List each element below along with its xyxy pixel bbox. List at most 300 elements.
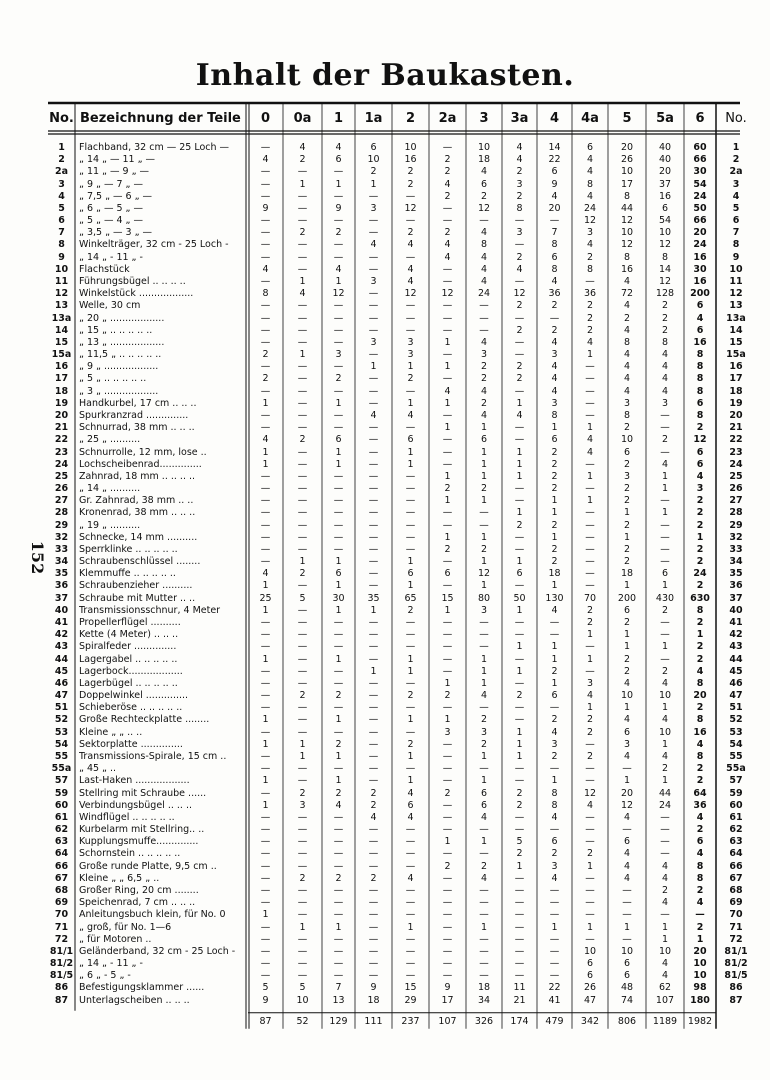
row-value: 24 xyxy=(658,799,672,811)
row-value: 1 xyxy=(444,714,451,726)
row-name: „ 5 „ .. .. .. .. .. xyxy=(79,373,147,385)
row-value: — xyxy=(368,349,379,361)
row-value: 13 xyxy=(332,994,345,1006)
row-value: 8 xyxy=(661,336,669,348)
row-value: 1 xyxy=(480,775,488,787)
row-value: — xyxy=(442,312,453,324)
row-value: 17 xyxy=(441,994,454,1006)
row-value: 4 xyxy=(551,872,558,884)
row-value: — xyxy=(585,556,595,568)
row-value: 1 xyxy=(262,446,269,458)
row-value: — xyxy=(368,507,379,519)
row-value: — xyxy=(442,933,453,945)
row-value: 1 xyxy=(299,556,306,568)
row-value: — xyxy=(333,945,344,957)
row-value: 4 xyxy=(480,263,488,275)
row-value: 2 xyxy=(444,166,451,178)
row-value: 1 xyxy=(480,556,488,568)
row-name: Lagergabel .. .. .. .. .. xyxy=(79,653,178,665)
row-value: — xyxy=(333,763,344,775)
row-value: — xyxy=(368,190,379,202)
row-value: 1 xyxy=(586,470,594,482)
row-number-right: 45 xyxy=(729,665,743,677)
row-number: 34 xyxy=(54,556,69,568)
row-value: 8 xyxy=(696,373,704,385)
row-value: — xyxy=(549,958,560,970)
row-value: 2 xyxy=(551,751,558,762)
row-value: — xyxy=(260,178,271,190)
row-value: 2 xyxy=(516,300,523,312)
row-value: 4 xyxy=(551,811,558,823)
row-number: 53 xyxy=(54,726,69,738)
row-value: — xyxy=(405,897,416,909)
row-value: 4 xyxy=(551,336,558,348)
row-value: — xyxy=(405,324,416,336)
row-name: Schnurrolle, 12 mm, lose .. xyxy=(79,446,207,458)
row-number: 60 xyxy=(54,799,69,811)
row-value: 6 xyxy=(480,799,488,811)
row-value: 98 xyxy=(693,982,707,994)
row-value: 2 xyxy=(299,154,306,166)
row-value: 630 xyxy=(690,592,710,604)
row-value: — xyxy=(297,385,308,397)
row-value: — xyxy=(368,373,379,385)
row-value: 2 xyxy=(444,154,451,166)
row-value: — xyxy=(479,763,489,775)
row-value: — xyxy=(585,275,595,287)
row-value: — xyxy=(368,617,379,629)
row-value: — xyxy=(297,470,308,482)
row-value: — xyxy=(260,190,271,202)
row-value: 2 xyxy=(444,690,451,702)
row-value: 1 xyxy=(444,361,451,373)
row-value: 2 xyxy=(623,543,631,555)
row-value: — xyxy=(442,811,453,823)
row-number-right: 19 xyxy=(729,397,743,409)
row-value: 1 xyxy=(586,495,594,507)
row-value: — xyxy=(442,958,453,970)
row-value: 2 xyxy=(696,580,704,592)
row-value: 4 xyxy=(407,409,414,421)
row-number: 23 xyxy=(54,446,69,458)
row-value: 1 xyxy=(661,921,669,933)
row-value: 8 xyxy=(696,349,704,361)
row-value: 1 xyxy=(623,921,631,933)
row-value: 3 xyxy=(586,677,594,689)
row-value: 1 xyxy=(480,495,488,507)
row-number-right: 26 xyxy=(729,483,743,495)
row-value: 2 xyxy=(661,434,669,446)
row-name: „ 14 „ - 11 „ - xyxy=(79,958,143,970)
row-value: 66 xyxy=(693,154,707,166)
row-value: — xyxy=(660,495,670,507)
row-value: 2 xyxy=(299,227,306,239)
row-value: — xyxy=(660,836,670,848)
row-name: „ groß, für No. 1—6 xyxy=(79,921,172,933)
row-value: 12 xyxy=(693,434,707,446)
row-value: 4 xyxy=(661,751,669,762)
row-value: 6 xyxy=(407,434,414,446)
row-value: — xyxy=(260,483,271,495)
row-value: 20 xyxy=(548,202,561,214)
row-value: 2 xyxy=(661,665,669,677)
row-value: 4 xyxy=(661,872,669,884)
row-value: — xyxy=(514,531,525,543)
row-value: 1 xyxy=(335,458,342,470)
row-value: — xyxy=(297,300,308,312)
row-value: — xyxy=(514,958,525,970)
row-number: 15 xyxy=(54,336,69,348)
row-number: 11 xyxy=(54,275,69,287)
row-value: 2 xyxy=(516,787,523,799)
row-value: 2 xyxy=(696,422,704,434)
row-number: 6 xyxy=(58,215,65,227)
row-number: 71 xyxy=(54,921,69,933)
row-number: 27 xyxy=(54,495,69,507)
row-number-right: 81/1 xyxy=(724,945,748,957)
row-value: — xyxy=(549,884,560,896)
row-value: 6 xyxy=(696,397,704,409)
row-number: 2 xyxy=(58,154,65,166)
row-number-right: 70 xyxy=(729,909,743,921)
row-number: 36 xyxy=(54,580,69,592)
row-value: 54 xyxy=(693,178,707,190)
row-number-right: 35 xyxy=(729,568,743,580)
row-value: 1 xyxy=(696,933,704,945)
row-value: — xyxy=(333,629,344,641)
row-value: 30 xyxy=(332,592,345,604)
row-name: Zahnrad, 18 mm .. .. .. .. xyxy=(79,470,196,482)
row-number-right: 22 xyxy=(729,434,743,446)
row-value: 4 xyxy=(661,677,669,689)
row-value: — xyxy=(442,824,453,836)
row-value: — xyxy=(442,324,453,336)
row-value: 1 xyxy=(299,178,306,190)
row-value: 2 xyxy=(696,495,704,507)
row-value: — xyxy=(260,239,271,251)
row-number: 52 xyxy=(54,714,69,726)
row-value: — xyxy=(549,824,560,836)
row-name: „ 6 „ - 5 „ - xyxy=(79,970,131,982)
row-value: 3 xyxy=(370,336,377,348)
row-value: — xyxy=(297,239,308,251)
row-value: 44 xyxy=(658,787,672,799)
header-col: 4 xyxy=(549,111,560,126)
row-value: — xyxy=(479,824,489,836)
row-number: 43 xyxy=(54,641,69,653)
row-value: 2 xyxy=(623,312,631,324)
row-value: 1 xyxy=(444,677,451,689)
row-value: 8 xyxy=(661,251,669,263)
row-value: — xyxy=(260,690,271,702)
row-name: Schornstein .. .. .. .. .. xyxy=(79,848,181,860)
row-value: — xyxy=(585,775,595,787)
row-value: — xyxy=(622,909,632,921)
row-value: 4 xyxy=(623,300,631,312)
row-number-right: 1 xyxy=(732,142,740,153)
row-value: 8 xyxy=(586,263,594,275)
row-value: 2 xyxy=(696,617,704,629)
row-value: — xyxy=(297,361,308,373)
row-value: 41 xyxy=(548,994,561,1006)
row-value: — xyxy=(260,470,271,482)
row-value: — xyxy=(297,409,308,421)
row-value: 1 xyxy=(444,470,451,482)
row-number-right: 54 xyxy=(729,738,743,750)
row-value: — xyxy=(660,422,670,434)
row-value: 1 xyxy=(335,653,342,665)
row-number-right: 52 xyxy=(729,714,743,726)
row-value: 50 xyxy=(513,592,526,604)
row-value: 1 xyxy=(586,921,594,933)
total-value: 806 xyxy=(617,1015,637,1027)
row-value: — xyxy=(368,483,379,495)
row-value: 9 xyxy=(370,982,377,994)
row-value: — xyxy=(333,336,344,348)
row-number: 37 xyxy=(54,592,69,604)
row-number-right: 55 xyxy=(729,751,743,762)
row-value: 6 xyxy=(370,142,377,153)
row-value: 2 xyxy=(480,738,488,750)
row-value: — xyxy=(660,824,670,836)
row-name: Spiralfeder .............. xyxy=(79,641,177,653)
row-value: — xyxy=(297,726,308,738)
row-value: — xyxy=(297,446,308,458)
total-value: 174 xyxy=(510,1015,529,1027)
row-value: — xyxy=(479,884,489,896)
row-name: Gr. Zahnrad, 38 mm .. .. xyxy=(79,495,194,507)
row-value: 6 xyxy=(586,970,594,982)
header-col: 3 xyxy=(479,111,489,126)
row-number-right: 18 xyxy=(729,385,743,397)
row-value: — xyxy=(442,263,453,275)
row-value: 1 xyxy=(335,714,342,726)
row-value: — xyxy=(333,239,344,251)
row-value: 1 xyxy=(262,458,269,470)
row-number-right: 46 xyxy=(729,677,743,689)
row-value: 1 xyxy=(661,507,669,519)
row-value: 70 xyxy=(583,592,597,604)
row-value: — xyxy=(333,726,344,738)
row-value: 4 xyxy=(623,349,631,361)
row-value: 430 xyxy=(655,592,675,604)
row-number: 8 xyxy=(58,239,65,251)
row-name: Klemmuffe .. .. .. .. .. xyxy=(79,568,176,580)
row-value: 4 xyxy=(661,958,669,970)
row-value: 4 xyxy=(407,787,414,799)
row-value: 4 xyxy=(696,848,704,860)
row-value: 1 xyxy=(407,458,414,470)
row-value: — xyxy=(297,970,308,982)
row-value: 16 xyxy=(693,336,707,348)
row-value: 1 xyxy=(262,580,269,592)
row-value: 2 xyxy=(661,312,669,324)
row-value: — xyxy=(297,958,308,970)
row-value: — xyxy=(442,872,453,884)
row-value: — xyxy=(514,775,525,787)
row-value: — xyxy=(333,422,344,434)
row-value: — xyxy=(514,580,525,592)
row-value: — xyxy=(297,531,308,543)
row-value: — xyxy=(660,848,670,860)
row-value: — xyxy=(660,543,670,555)
row-value: — xyxy=(514,349,525,361)
row-value: — xyxy=(549,312,560,324)
row-value: — xyxy=(549,933,560,945)
row-value: — xyxy=(405,543,416,555)
row-name: Handkurbel, 17 cm .. .. .. xyxy=(79,397,197,409)
row-name: Kette (4 Meter) .. .. .. xyxy=(79,629,179,641)
row-value: 1 xyxy=(407,556,414,568)
row-value: 1 xyxy=(480,751,488,762)
row-value: — xyxy=(622,824,632,836)
row-value: — xyxy=(442,884,453,896)
row-value: — xyxy=(405,190,416,202)
row-value: 1 xyxy=(516,397,523,409)
row-name: „ 11,5 „ .. .. .. .. .. xyxy=(79,349,162,361)
row-value: — xyxy=(297,422,308,434)
row-number: 4 xyxy=(58,190,65,202)
row-value: — xyxy=(297,860,308,872)
total-value: 326 xyxy=(474,1015,494,1027)
row-value: 1 xyxy=(407,665,414,677)
row-value: 4 xyxy=(407,263,414,275)
row-value: 1 xyxy=(480,458,488,470)
row-value: 4 xyxy=(551,726,558,738)
row-value: 6 xyxy=(551,434,558,446)
header-no-left: No. xyxy=(49,111,74,126)
row-number: 17 xyxy=(54,373,69,385)
row-value: 8 xyxy=(696,361,704,373)
row-value: 4 xyxy=(551,361,558,373)
row-name: Lochscheibenrad.............. xyxy=(79,458,202,470)
row-value: — xyxy=(405,483,416,495)
row-value: 2 xyxy=(623,519,631,531)
row-value: — xyxy=(549,617,560,629)
row-value: 1 xyxy=(516,446,523,458)
row-value: — xyxy=(297,495,308,507)
row-value: — xyxy=(368,300,379,312)
row-value: 2 xyxy=(661,300,669,312)
row-value: — xyxy=(405,824,416,836)
row-value: — xyxy=(442,763,453,775)
row-value: 6 xyxy=(661,202,669,214)
row-value: 4 xyxy=(586,690,594,702)
row-name: Flachband, 32 cm — 25 Loch — xyxy=(79,142,230,153)
row-number: 21 xyxy=(54,422,69,434)
row-value: 10 xyxy=(296,994,309,1006)
row-value: 1 xyxy=(623,702,631,714)
row-value: 4 xyxy=(623,677,631,689)
row-value: 2 xyxy=(586,726,594,738)
row-value: 2 xyxy=(299,568,306,580)
row-name: „ 6 „ — 5 „ — xyxy=(79,202,143,214)
row-number: 22 xyxy=(54,434,69,446)
row-value: — xyxy=(368,738,379,750)
row-number-right: 66 xyxy=(729,860,743,872)
row-value: — xyxy=(297,617,308,629)
row-value: 1 xyxy=(444,397,451,409)
total-value: 87 xyxy=(259,1015,272,1027)
row-number: 61 xyxy=(54,811,69,823)
row-value: — xyxy=(260,933,271,945)
row-value: — xyxy=(585,641,595,653)
row-value: 1 xyxy=(623,507,631,519)
row-value: — xyxy=(368,836,379,848)
row-value: 36 xyxy=(583,288,597,300)
row-value: — xyxy=(333,933,344,945)
row-value: — xyxy=(297,604,308,616)
row-value: — xyxy=(514,921,525,933)
row-value: — xyxy=(260,824,271,836)
row-number: 33 xyxy=(54,543,69,555)
row-value: 4 xyxy=(262,263,269,275)
row-number: 57 xyxy=(54,775,69,787)
row-value: — xyxy=(442,458,453,470)
row-value: 6 xyxy=(586,958,594,970)
row-value: 2 xyxy=(444,860,451,872)
row-value: 2 xyxy=(335,738,342,750)
row-value: 2 xyxy=(516,361,523,373)
row-number: 70 xyxy=(54,909,69,921)
row-value: 4 xyxy=(370,811,377,823)
row-number-right: 25 xyxy=(729,470,743,482)
row-value: — xyxy=(368,970,379,982)
row-value: 3 xyxy=(480,604,488,616)
row-value: — xyxy=(368,677,379,689)
row-value: — xyxy=(368,568,379,580)
row-value: 1 xyxy=(262,775,269,787)
row-value: 65 xyxy=(404,592,417,604)
row-value: 6 xyxy=(480,787,488,799)
row-value: 8 xyxy=(696,677,704,689)
row-value: 48 xyxy=(620,982,634,994)
row-value: 1 xyxy=(480,677,488,689)
row-value: 2 xyxy=(586,604,594,616)
row-number: 15a xyxy=(51,349,72,361)
row-value: — xyxy=(514,312,525,324)
row-value: 4 xyxy=(623,848,631,860)
row-value: 1 xyxy=(551,580,558,592)
row-value: 6 xyxy=(551,836,558,848)
row-value: 80 xyxy=(477,592,491,604)
row-value: 6 xyxy=(407,568,414,580)
row-value: — xyxy=(333,495,344,507)
row-value: — xyxy=(333,519,344,531)
row-value: — xyxy=(368,495,379,507)
row-value: 2 xyxy=(551,300,558,312)
row-value: — xyxy=(368,763,379,775)
row-value: 8 xyxy=(516,202,523,214)
row-value: 9 xyxy=(262,202,269,214)
row-value: — xyxy=(585,409,595,421)
row-number: 7 xyxy=(58,227,65,239)
row-value: — xyxy=(514,422,525,434)
row-value: 2 xyxy=(551,458,558,470)
row-number: 3 xyxy=(58,178,65,190)
row-value: 2 xyxy=(551,714,558,726)
row-value: — xyxy=(368,629,379,641)
row-value: 2 xyxy=(516,166,523,178)
row-name: Welle, 30 cm xyxy=(79,300,141,312)
row-value: 2 xyxy=(407,690,414,702)
row-name: Last-Haken .................. xyxy=(79,775,190,787)
row-number: 81/5 xyxy=(49,970,74,982)
row-number: 63 xyxy=(54,836,69,848)
row-value: — xyxy=(260,556,271,568)
row-value: — xyxy=(479,629,489,641)
row-value: 2 xyxy=(551,446,558,458)
